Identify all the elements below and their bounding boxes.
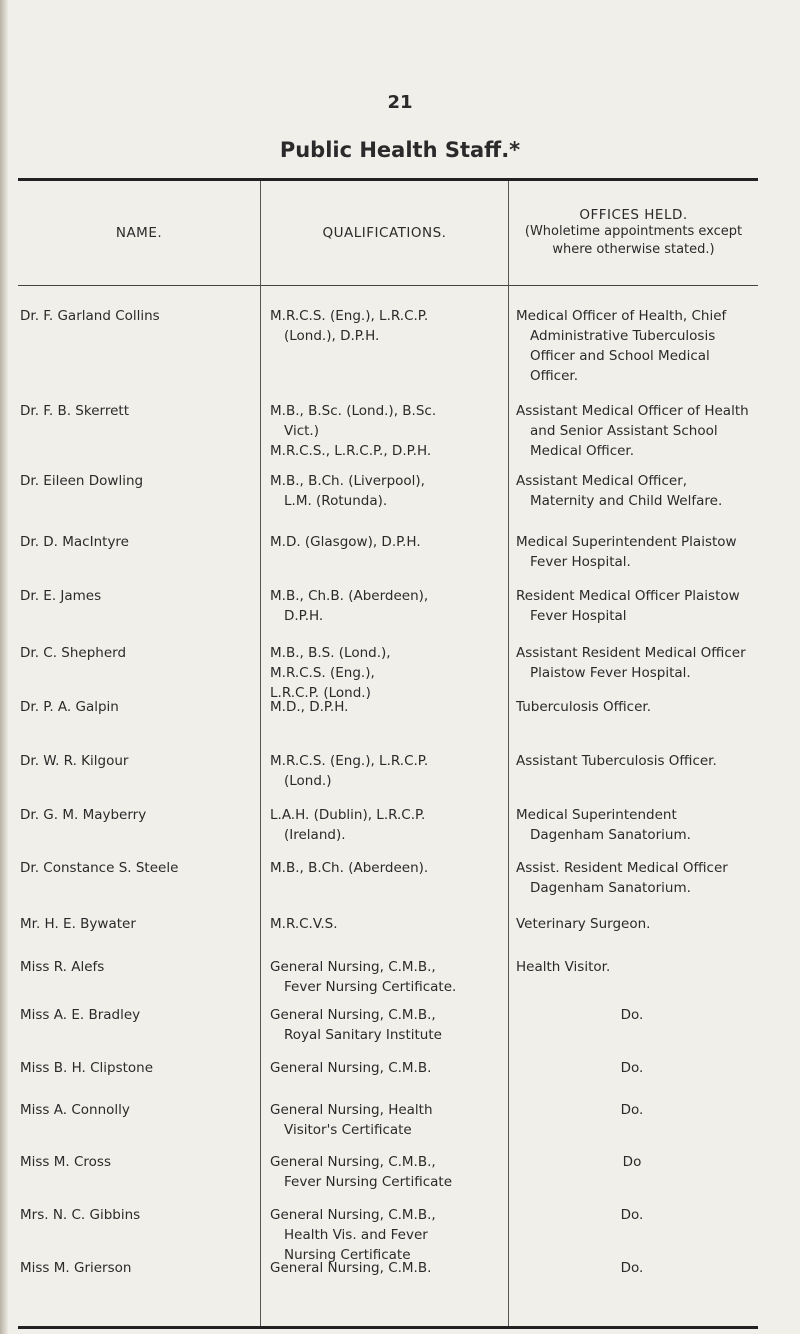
header-offices — [509, 181, 758, 285]
column-divider — [260, 181, 261, 1326]
staff-name: Dr. E. James — [20, 588, 102, 604]
staff-qualifications — [270, 306, 502, 346]
staff-name: Dr. C. Shepherd — [20, 645, 127, 661]
qualification-line: (Lond.) — [284, 773, 332, 789]
staff-name: Miss A. E. Bradley — [20, 1007, 141, 1023]
office-held: Resident Medical Officer Plaistow Fever Hospital — [516, 588, 740, 624]
qualification-line: General Nursing, C.M.B., — [270, 959, 436, 975]
table-bottom-rule — [18, 1326, 758, 1329]
qualification-line: L.R.C.P. (Lond.) — [270, 685, 371, 701]
qualification-line: M.B., B.Ch. (Aberdeen). — [270, 860, 429, 876]
qualification-line: M.B., B.Sc. (Lond.), B.Sc. — [270, 403, 437, 419]
qualification-line: Visitor's Certificate — [284, 1122, 412, 1138]
qualification-line: M.B., B.S. (Lond.), — [270, 645, 391, 661]
qualification-line: Vict.) — [284, 423, 319, 439]
staff-qualifications — [270, 532, 502, 552]
page-edge — [0, 0, 8, 1334]
office-held: Veterinary Surgeon. — [516, 916, 651, 932]
staff-qualifications — [270, 957, 502, 997]
qualification-line: (Lond.), D.P.H. — [284, 328, 380, 344]
staff-name: Dr. F. B. Skerrett — [20, 403, 129, 419]
office-held: Do. — [620, 1060, 644, 1076]
staff-qualifications — [270, 1058, 502, 1078]
qualification-line: M.R.C.S. (Eng.), L.R.C.P. — [270, 753, 429, 769]
header-name: NAME. — [115, 225, 163, 241]
qualification-line: Health Vis. and Fever — [284, 1227, 428, 1243]
header-qualifications: QUALIFICATIONS. — [322, 225, 447, 241]
qualification-line: Fever Nursing Certificate — [284, 1174, 452, 1190]
qualification-line: Royal Sanitary Institute — [284, 1027, 442, 1043]
staff-name: Dr. P. A. Galpin — [20, 699, 119, 715]
staff-qualifications — [270, 751, 502, 791]
header-offices-subtitle: (Wholetime appointments except where otherwise stated.) — [524, 224, 743, 257]
page-title: Public Health Staff.* — [279, 138, 521, 162]
staff-name: Miss R. Alefs — [20, 959, 105, 975]
staff-qualifications — [270, 401, 502, 461]
office-held: Do. — [620, 1007, 644, 1023]
qualification-line: M.R.C.V.S. — [270, 916, 338, 932]
qualification-line: General Nursing, C.M.B. — [270, 1260, 432, 1276]
staff-qualifications — [270, 471, 502, 511]
column-divider — [508, 181, 509, 1326]
office-held: Medical Officer of Health, Chief Administrative Tuberculosis Officer and School Medical Officer. — [516, 308, 727, 384]
staff-name: Miss B. H. Clipstone — [20, 1060, 154, 1076]
office-held: Do. — [620, 1207, 644, 1223]
office-held: Do. — [620, 1102, 644, 1118]
office-held: Tuberculosis Officer. — [516, 699, 651, 715]
staff-name: Dr. G. M. Mayberry — [20, 807, 147, 823]
office-held: Assistant Tuberculosis Officer. — [516, 753, 717, 769]
page-number: 21 — [387, 92, 413, 113]
staff-name: Dr. Eileen Dowling — [20, 473, 144, 489]
header-rule — [18, 285, 758, 286]
qualification-line: General Nursing, C.M.B., — [270, 1154, 436, 1170]
qualification-line: General Nursing, C.M.B., — [270, 1007, 436, 1023]
qualification-line: General Nursing, C.M.B., — [270, 1207, 436, 1223]
qualification-line: M.R.C.S. (Eng.), L.R.C.P. — [270, 308, 429, 324]
qualification-line: General Nursing, C.M.B. — [270, 1060, 432, 1076]
qualification-line: General Nursing, Health — [270, 1102, 433, 1118]
qualification-line: L.M. (Rotunda). — [284, 493, 388, 509]
qualification-line: M.B., Ch.B. (Aberdeen), — [270, 588, 429, 604]
staff-name: Dr. W. R. Kilgour — [20, 753, 129, 769]
staff-qualifications — [270, 1005, 502, 1045]
qualification-line: Fever Nursing Certificate. — [284, 979, 457, 995]
staff-name: Mr. H. E. Bywater — [20, 916, 136, 932]
office-held: Assistant Medical Officer, Maternity and Child Welfare. — [516, 473, 723, 509]
qualification-line: L.A.H. (Dublin), L.R.C.P. — [270, 807, 426, 823]
staff-qualifications — [270, 697, 502, 717]
qualification-line: (Ireland). — [284, 827, 346, 843]
office-held: Medical Superintendent Plaistow Fever Hospital. — [516, 534, 737, 570]
staff-name: Dr. Constance S. Steele — [20, 860, 179, 876]
office-held: Assist. Resident Medical Officer Dagenham Sanatorium. — [516, 860, 728, 896]
staff-qualifications — [270, 1100, 502, 1140]
staff-qualifications — [270, 1152, 502, 1192]
staff-qualifications — [270, 805, 502, 845]
staff-name: Miss A. Connolly — [20, 1102, 130, 1118]
qualification-line: M.R.C.S. (Eng.), — [270, 665, 375, 681]
office-held: Health Visitor. — [516, 959, 611, 975]
staff-qualifications — [270, 914, 502, 934]
office-held: Medical Superintendent Dagenham Sanatorium. — [516, 807, 691, 843]
staff-name: Mrs. N. C. Gibbins — [20, 1207, 141, 1223]
office-held: Assistant Medical Officer of Health and Senior Assistant School Medical Officer. — [516, 403, 749, 459]
office-held: Assistant Resident Medical Officer Plaistow Fever Hospital. — [516, 645, 746, 681]
staff-name: Miss M. Grierson — [20, 1260, 132, 1276]
qualification-line: M.R.C.S., L.R.C.P., D.P.H. — [270, 443, 432, 459]
staff-name: Dr. D. MacIntyre — [20, 534, 129, 550]
staff-qualifications — [270, 586, 502, 626]
qualification-line: Nursing Certificate — [284, 1247, 411, 1263]
qualification-line: M.D., D.P.H. — [270, 699, 349, 715]
staff-qualifications — [270, 1258, 502, 1278]
qualification-line: D.P.H. — [284, 608, 324, 624]
qualification-line: M.D. (Glasgow), D.P.H. — [270, 534, 421, 550]
staff-qualifications — [270, 1205, 502, 1265]
office-held: Do. — [620, 1260, 644, 1276]
qualification-line: M.B., B.Ch. (Liverpool), — [270, 473, 425, 489]
staff-name: Dr. F. Garland Collins — [20, 308, 160, 324]
staff-name: Miss M. Cross — [20, 1154, 111, 1170]
header-offices-title: OFFICES HELD. — [579, 207, 688, 223]
staff-qualifications — [270, 858, 502, 878]
office-held: Do — [622, 1154, 642, 1170]
staff-qualifications — [270, 643, 502, 703]
